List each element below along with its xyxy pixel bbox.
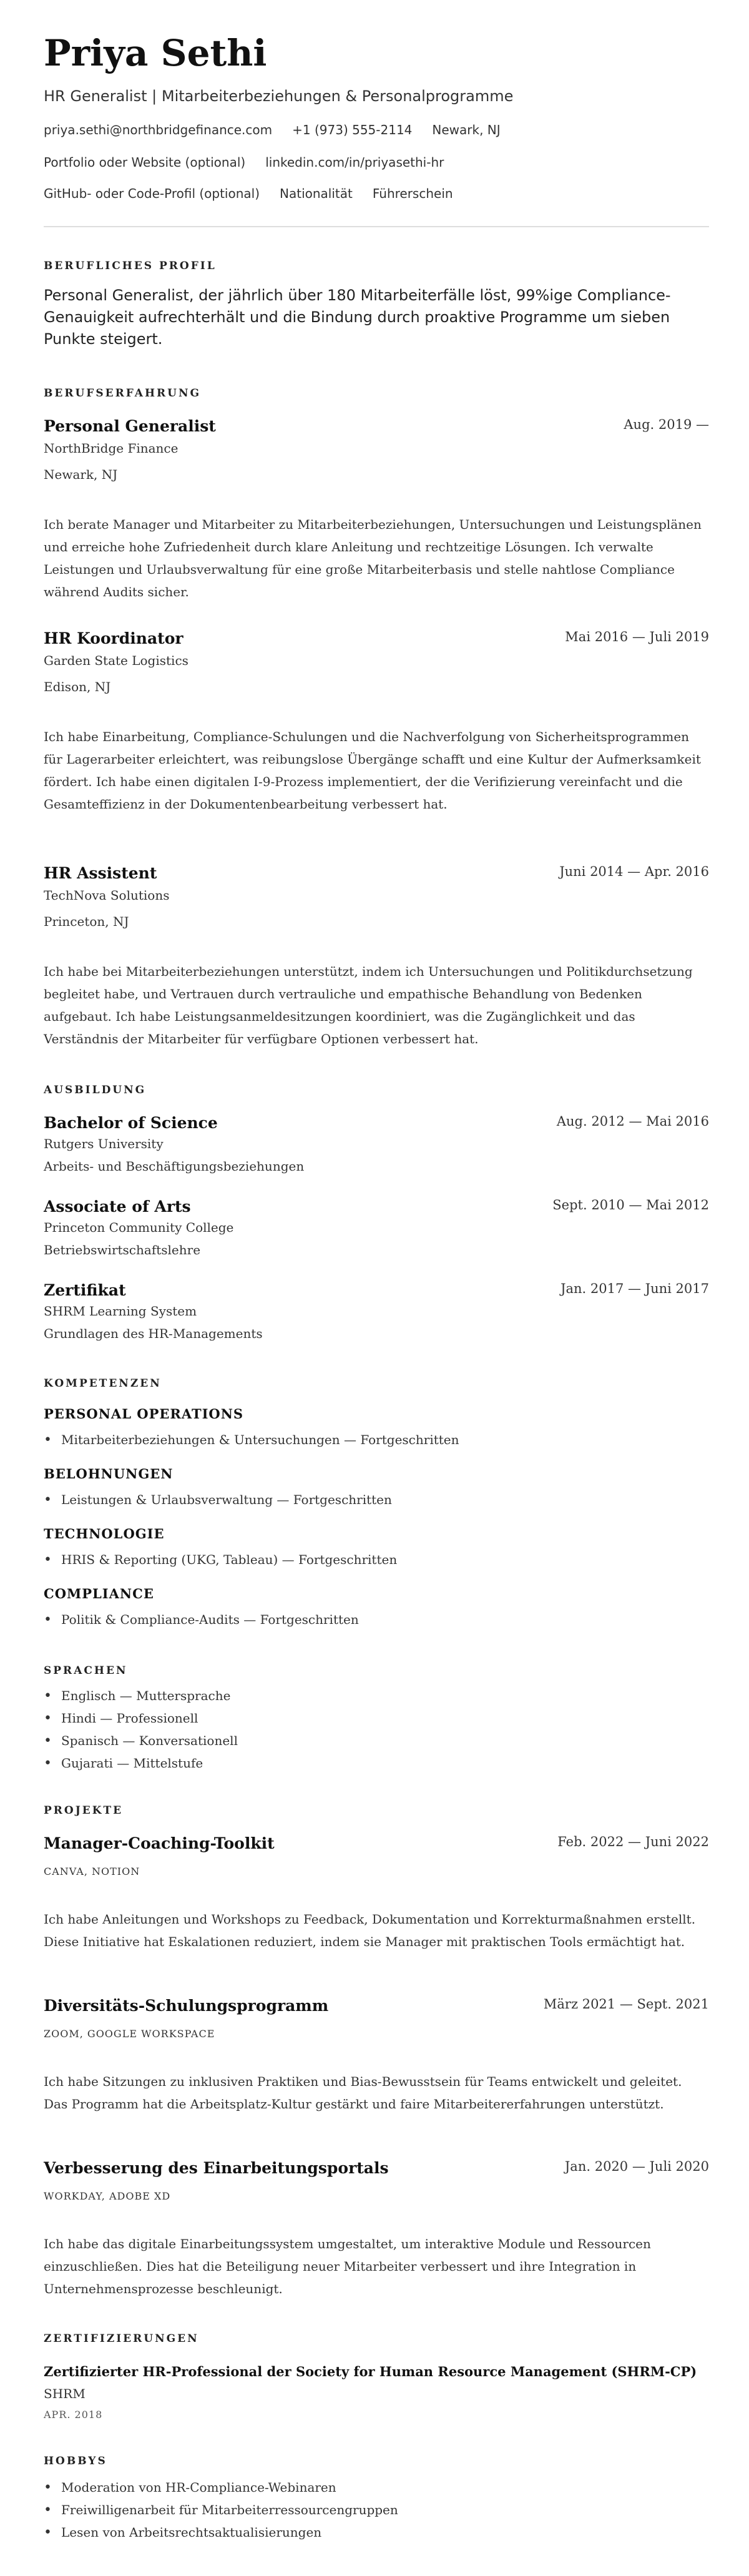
location: Newark, NJ	[432, 122, 501, 137]
certification-name: Zertifizierter HR-Professional der Society for Human Resource Management (SHRM-CP)	[44, 2364, 697, 2379]
experience-section-title: BERUFSERFAHRUNG	[44, 387, 202, 400]
school: Princeton Community College	[44, 1220, 234, 1235]
project-title: Manager-Coaching-Toolkit	[44, 1834, 275, 1852]
email-link[interactable]: priya.sethi@northbridgefinance.com	[44, 122, 273, 137]
project-description: Ich habe Sitzungen zu inklusiven Praktiken und Bias-Bewusstsein für Teams entwickelt und geleitet. Das Programm hat die Arbeitsplatz-Kultur gestärkt und faire Mitarbeitererfahrungen unterstützt.	[44, 2074, 682, 2111]
job-company: Garden State Logistics	[44, 653, 188, 668]
job-title: HR Assistent	[44, 864, 157, 882]
job-dates: Mai 2016 — Juli 2019	[565, 629, 709, 644]
job-description: Ich berate Manager und Mitarbeiter zu Mitarbeiterbeziehungen, Untersuchungen und Leistungsplänen und erreiche hohe Zufriedenheit durch klare Anleitung und rechtzeitige Lösungen. Ich verwalte Leistungen und Urlaubsverwaltung für eine große Mitarbeiterbasis und stelle nahtlose Compliance während Audits sicher.	[44, 517, 702, 599]
skill-category: COMPLIANCE	[44, 1586, 154, 1601]
project-dates: Feb. 2022 — Juni 2022	[557, 1834, 709, 1849]
profile-section-title: BERUFLICHES PROFIL	[44, 260, 217, 272]
languages-section-title: SPRACHEN	[44, 1664, 128, 1677]
hobbies-section-title: HOBBYS	[44, 2455, 107, 2467]
skill-category: TECHNOLOGIE	[44, 1526, 165, 1541]
skill-category: PERSONAL OPERATIONS	[44, 1406, 244, 1422]
field-of-study: Grundlagen des HR-Managements	[44, 1326, 263, 1341]
degree: Associate of Arts	[44, 1197, 191, 1216]
school: SHRM Learning System	[44, 1304, 197, 1319]
job-location: Princeton, NJ	[44, 914, 129, 929]
phone-number[interactable]: +1 (973) 555-2114	[292, 122, 413, 137]
skill-item: • Mitarbeiterbeziehungen & Untersuchungen — Fortgeschritten	[61, 1432, 459, 1447]
job-title: Personal Generalist	[44, 417, 216, 435]
education-dates: Sept. 2010 — Mai 2012	[552, 1197, 709, 1212]
hobby-item: • Freiwilligenarbeit für Mitarbeiterressourcengruppen	[61, 2502, 398, 2517]
skill-item: • Leistungen & Urlaubsverwaltung — Fortgeschritten	[61, 1492, 392, 1507]
certifications-section-title: ZERTIFIZIERUNGEN	[44, 2333, 199, 2345]
education-section-title: AUSBILDUNG	[44, 1084, 147, 1096]
profile-summary: Personal Generalist, der jährlich über 180 Mitarbeiterfälle löst, 99%ige Compliance-Genauigkeit aufrechterhält und die Bindung durch proaktive Programme um sieben Punkte steigert.	[44, 287, 671, 348]
hobby-item: • Moderation von HR-Compliance-Webinaren	[61, 2480, 336, 2495]
job-title: HR Koordinator	[44, 629, 184, 647]
skill-item: • Politik & Compliance-Audits — Fortgeschritten	[61, 1612, 359, 1627]
skills-section-title: KOMPETENZEN	[44, 1377, 162, 1390]
projects-section-title: PROJEKTE	[44, 1804, 124, 1817]
job-description: Ich habe Einarbeitung, Compliance-Schulungen und die Nachverfolgung von Sicherheitsprogrammen für Lagerarbeiter erleichtert, was reibungslose Übergänge schafft und eine Kultur der Aufmerksamkeit fördert. Ich habe einen digitalen I-9-Prozess implementiert, der die Verifizierung vereinfacht und die Gesamteffizienz in der Dokumentenbearbeitung verbessert hat.	[44, 729, 701, 812]
hobby-item: • Lesen von Arbeitsrechtsaktualisierungen	[61, 2525, 321, 2540]
degree: Zertifikat	[44, 1281, 126, 1299]
job-location: Edison, NJ	[44, 679, 111, 694]
job-dates: Juni 2014 — Apr. 2016	[559, 864, 709, 879]
skill-category: BELOHNUNGEN	[44, 1466, 174, 1482]
language-item: • Hindi — Professionell	[61, 1711, 198, 1726]
language-item: • Spanisch — Konversationell	[61, 1733, 238, 1748]
job-company: NorthBridge Finance	[44, 441, 179, 456]
contact-row-3	[44, 186, 453, 201]
language-item: • Englisch — Muttersprache	[61, 1688, 230, 1703]
project-tech: WORKDAY, ADOBE XD	[44, 2190, 171, 2202]
field-of-study: Arbeits- und Beschäftigungsbeziehungen	[44, 1159, 305, 1174]
nationality: Nationalität	[280, 186, 353, 201]
github-link[interactable]: GitHub- oder Code-Profil (optional)	[44, 186, 260, 201]
field-of-study: Betriebswirtschaftslehre	[44, 1242, 201, 1257]
education-dates: Jan. 2017 — Juni 2017	[561, 1281, 709, 1296]
certification-issuer: SHRM	[44, 2386, 86, 2401]
headline: HR Generalist | Mitarbeiterbeziehungen & Personalprogramme	[44, 87, 514, 105]
job-dates: Aug. 2019 —	[624, 417, 709, 432]
portfolio-link[interactable]: Portfolio oder Website (optional)	[44, 155, 246, 170]
contact-row-1	[44, 122, 501, 137]
education-dates: Aug. 2012 — Mai 2016	[556, 1114, 709, 1129]
project-description: Ich habe das digitale Einarbeitungssystem umgestaltet, um interaktive Module und Ressourcen einzuschließen. Dies hat die Beteiligung neuer Mitarbeiter verbessert und ihre Integration in Unternehmensprozesse beschleunigt.	[44, 2236, 651, 2296]
project-title: Verbesserung des Einarbeitungsportals	[44, 2159, 389, 2177]
job-company: TechNova Solutions	[44, 888, 170, 903]
certification-date: APR. 2018	[44, 2409, 103, 2421]
skill-item: • HRIS & Reporting (UKG, Tableau) — Fortgeschritten	[61, 1552, 397, 1567]
school: Rutgers University	[44, 1136, 164, 1151]
project-description: Ich habe Anleitungen und Workshops zu Feedback, Dokumentation und Korrekturmaßnahmen erstellt. Diese Initiative hat Eskalationen reduziert, indem sie Manager mit praktischen Tools ermächtigt hat.	[44, 1912, 696, 1949]
linkedin-link[interactable]: linkedin.com/in/priyasethi-hr	[265, 155, 444, 170]
degree: Bachelor of Science	[44, 1114, 218, 1132]
contact-row-2	[44, 155, 444, 170]
drivers-license: Führerschein	[372, 186, 453, 201]
job-description: Ich habe bei Mitarbeiterbeziehungen unterstützt, indem ich Untersuchungen und Politikdurchsetzung begleitet habe, und Vertrauen durch vertrauliche und empathische Behandlung von Bedenken aufgebaut. Ich habe Leistungsanmeldesitzungen koordiniert, was die Zugänglichkeit und das Verständnis der Mitarbeiter für verfügbare Optionen verbessert hat.	[44, 964, 693, 1046]
project-dates: Jan. 2020 — Juli 2020	[564, 2159, 709, 2174]
job-location: Newark, NJ	[44, 467, 118, 482]
project-title: Diversitäts-Schulungsprogramm	[44, 1997, 329, 2015]
project-dates: März 2021 — Sept. 2021	[543, 1997, 709, 2012]
project-tech: ZOOM, GOOGLE WORKSPACE	[44, 2028, 215, 2040]
language-item: • Gujarati — Mittelstufe	[61, 1756, 203, 1771]
header-divider	[44, 226, 709, 227]
project-tech: CANVA, NOTION	[44, 1866, 140, 1877]
candidate-name: Priya Sethi	[44, 32, 267, 74]
